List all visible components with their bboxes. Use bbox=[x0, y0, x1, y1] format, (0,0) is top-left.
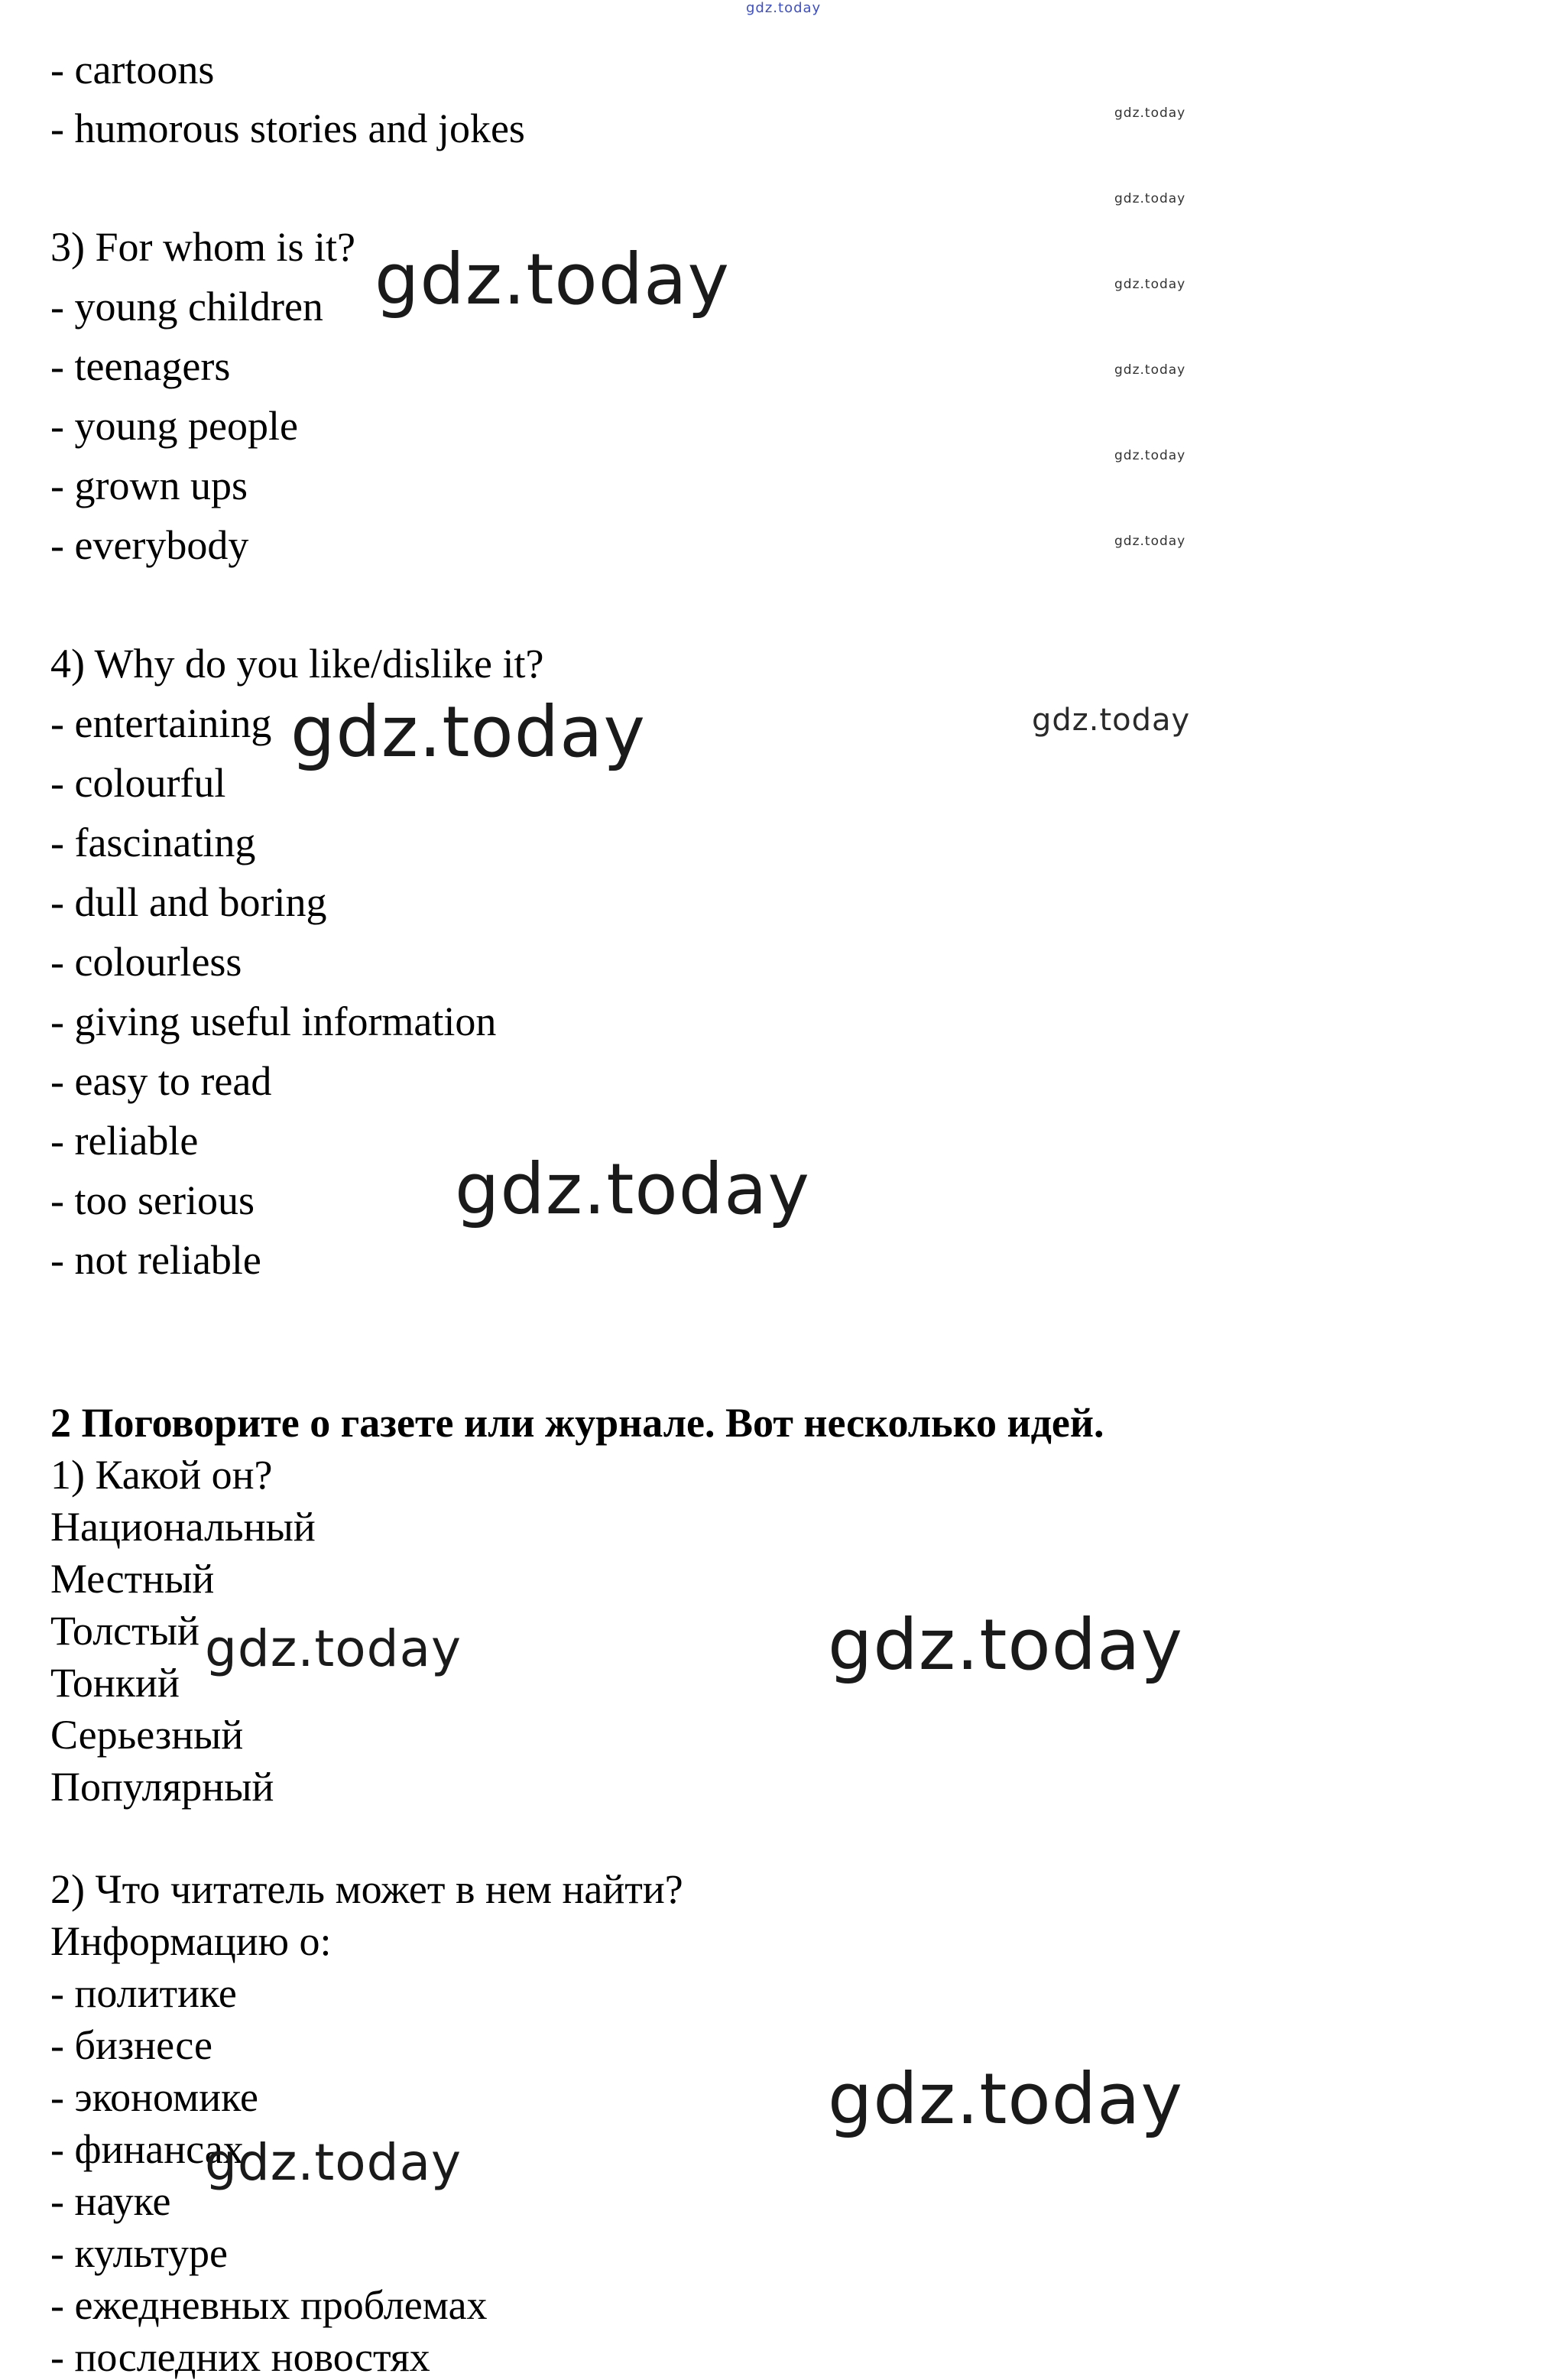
list-item: - ежедневных проблемах bbox=[50, 2282, 488, 2328]
list-item: - too serious bbox=[50, 1177, 255, 1223]
watermark: gdz.today bbox=[375, 239, 730, 320]
watermark: gdz.today bbox=[1032, 703, 1191, 738]
watermark: gdz.today bbox=[1114, 106, 1186, 121]
list-item: Местный bbox=[50, 1556, 215, 1602]
list-item: - бизнесе bbox=[50, 2022, 212, 2068]
list-item: - reliable bbox=[50, 1118, 199, 1164]
list-item: - экономике bbox=[50, 2074, 258, 2120]
list-item: - fascinating bbox=[50, 820, 256, 865]
list-item: Тонкий bbox=[50, 1660, 180, 1706]
list-item: - young people bbox=[50, 403, 298, 449]
question-heading: 3) For whom is it? bbox=[50, 224, 355, 270]
list-item: - entertaining bbox=[50, 700, 272, 746]
watermark: gdz.today bbox=[290, 691, 646, 773]
list-item: - giving useful information bbox=[50, 998, 497, 1044]
list-item: - colourful bbox=[50, 760, 226, 806]
list-item: - науке bbox=[50, 2178, 171, 2224]
question-heading: 4) Why do you like/dislike it? bbox=[50, 641, 544, 687]
watermark: gdz.today bbox=[1114, 191, 1186, 206]
list-item: - dull and boring bbox=[50, 879, 327, 925]
list-item: Серьезный bbox=[50, 1712, 244, 1758]
watermark: gdz.today bbox=[1114, 534, 1186, 549]
watermark: gdz.today bbox=[205, 2133, 462, 2192]
list-item: - everybody bbox=[50, 522, 249, 568]
watermark: gdz.today bbox=[455, 1148, 810, 1230]
list-item: - young children bbox=[50, 284, 323, 330]
watermark: gdz.today bbox=[1114, 362, 1186, 378]
list-item: Толстый bbox=[50, 1608, 199, 1654]
question-heading: 2) Что читатель может в нем найти? bbox=[50, 1866, 683, 1912]
list-item: - grown ups bbox=[50, 463, 248, 508]
watermark: gdz.today bbox=[1114, 448, 1186, 463]
section-heading: 2 Поговорите о газете или журнале. Вот несколько идей. bbox=[50, 1400, 1104, 1446]
list-item: - политике bbox=[50, 1970, 237, 2016]
list-intro: Информацию о: bbox=[50, 1918, 332, 1964]
watermark: gdz.today bbox=[828, 1604, 1183, 1686]
list-item: - humorous stories and jokes bbox=[50, 106, 525, 151]
watermark: gdz.today bbox=[828, 2058, 1183, 2140]
list-item: - colourless bbox=[50, 939, 242, 985]
list-item: - финансах bbox=[50, 2126, 244, 2172]
list-item: - cartoons bbox=[50, 47, 215, 93]
list-item: Популярный bbox=[50, 1764, 274, 1810]
watermark: gdz.today bbox=[1114, 277, 1186, 292]
watermark: gdz.today bbox=[746, 0, 822, 16]
list-item: Национальный bbox=[50, 1504, 316, 1550]
list-item: - культуре bbox=[50, 2230, 228, 2276]
list-item: - easy to read bbox=[50, 1058, 272, 1104]
list-item: - not reliable bbox=[50, 1237, 261, 1283]
question-heading: 1) Какой он? bbox=[50, 1452, 273, 1498]
list-item: - teenagers bbox=[50, 343, 231, 389]
watermark: gdz.today bbox=[205, 1619, 462, 1678]
list-item: - последних новостях bbox=[50, 2334, 430, 2380]
